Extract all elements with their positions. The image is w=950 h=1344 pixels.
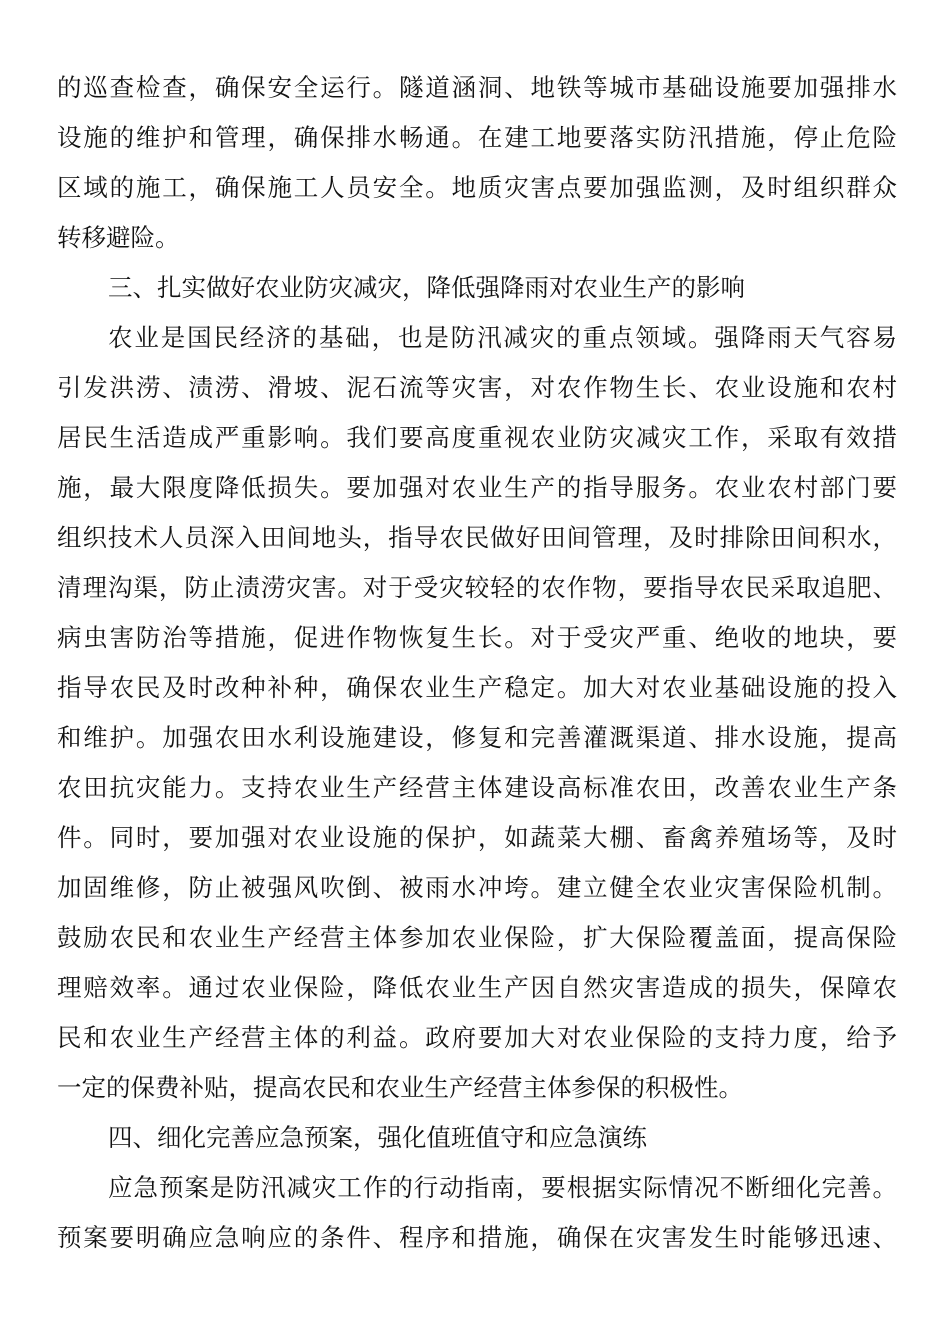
paragraph-line: 居民生活造成严重影响。我们要高度重视农业防灾减灾工作，采取有效措 [57,423,897,452]
paragraph-line: 鼓励农民和农业生产经营主体参加农业保险，扩大保险覆盖面，提高保险 [57,923,897,952]
paragraph-line: 理赔效率。通过农业保险，降低农业生产因自然灾害造成的损失，保障农 [57,973,897,1002]
paragraph-line: 应急预案是防汛减灾工作的行动指南，要根据实际情况不断细化完善。 [108,1173,897,1202]
paragraph-line: 引发洪涝、渍涝、滑坡、泥石流等灾害，对农作物生长、农业设施和农村 [57,373,897,402]
paragraph-line: 设施的维护和管理，确保排水畅通。在建工地要落实防汛措施，停止危险 [57,123,897,152]
paragraph-line: 转移避险。 [57,223,180,252]
paragraph-line: 民和农业生产经营主体的利益。政府要加大对农业保险的支持力度，给予 [57,1023,897,1052]
paragraph-line: 组织技术人员深入田间地头，指导农民做好田间管理，及时排除田间积水， [57,523,897,552]
section-heading-3: 三、扎实做好农业防灾减灾，降低强降雨对农业生产的影响 [108,273,745,302]
paragraph-line: 和维护。加强农田水利设施建设，修复和完善灌溉渠道、排水设施，提高 [57,723,897,752]
paragraph-line: 指导农民及时改种补种，确保农业生产稳定。加大对农业基础设施的投入 [57,673,897,702]
paragraph-line: 病虫害防治等措施，促进作物恢复生长。对于受灾严重、绝收的地块，要 [57,623,897,652]
paragraph-line: 施，最大限度降低损失。要加强对农业生产的指导服务。农业农村部门要 [57,473,897,502]
section-heading-4: 四、细化完善应急预案，强化值班值守和应急演练 [108,1123,647,1152]
paragraph-line: 预案要明确应急响应的条件、程序和措施，确保在灾害发生时能够迅速、 [57,1223,897,1252]
paragraph-line: 清理沟渠，防止渍涝灾害。对于受灾较轻的农作物，要指导农民采取追肥、 [57,573,897,602]
paragraph-line: 的巡查检查，确保安全运行。隧道涵洞、地铁等城市基础设施要加强排水 [57,73,897,102]
paragraph-line: 件。同时，要加强对农业设施的保护，如蔬菜大棚、畜禽养殖场等，及时 [57,823,897,852]
paragraph-line: 加固维修，防止被强风吹倒、被雨水冲垮。建立健全农业灾害保险机制。 [57,873,897,902]
paragraph-line: 一定的保费补贴，提高农民和农业生产经营主体参保的积极性。 [57,1073,743,1102]
paragraph-line: 农田抗灾能力。支持农业生产经营主体建设高标准农田，改善农业生产条 [57,773,897,802]
paragraph-line: 区域的施工，确保施工人员安全。地质灾害点要加强监测，及时组织群众 [57,173,897,202]
paragraph-line: 农业是国民经济的基础，也是防汛减灾的重点领域。强降雨天气容易 [108,323,897,352]
